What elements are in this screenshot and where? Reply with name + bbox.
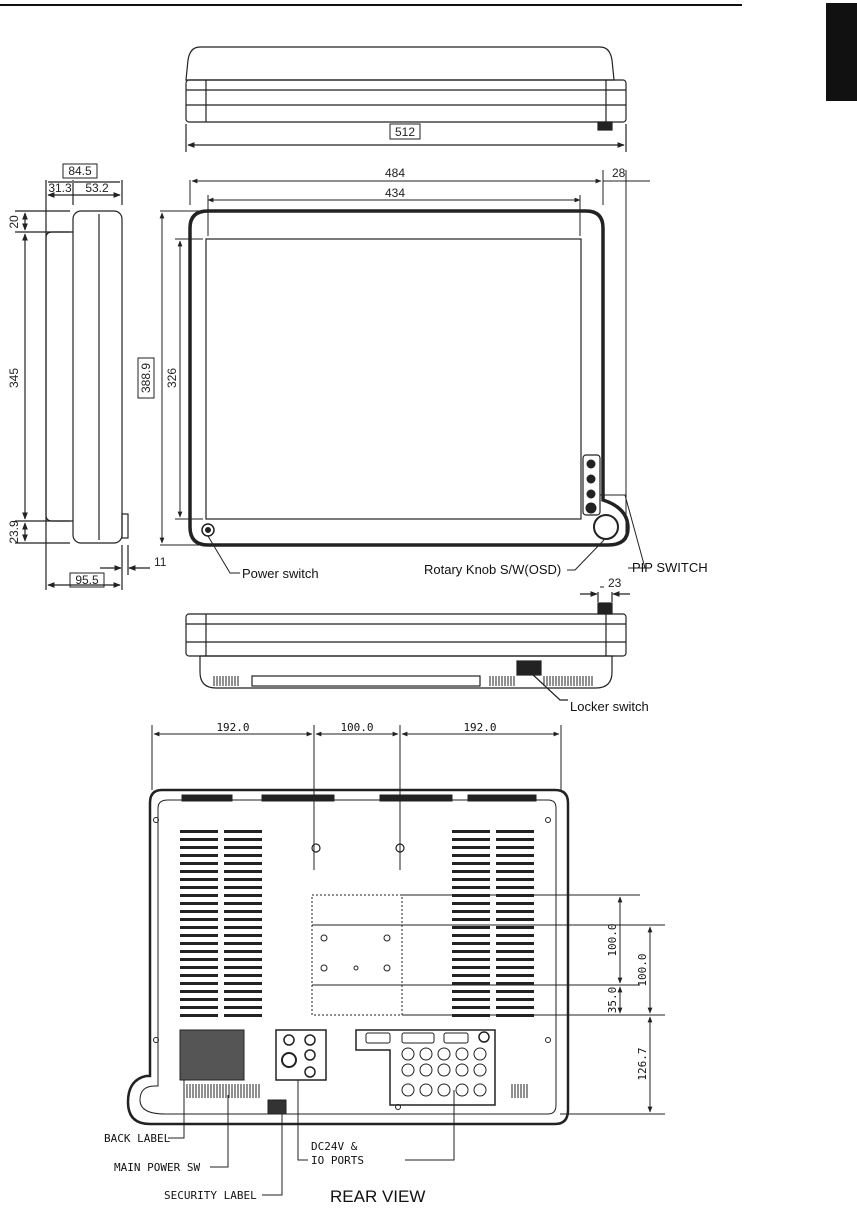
dim-side-bottom: 23.9 (7, 520, 21, 544)
dim-top-width: 512 (394, 125, 416, 139)
dim-front-right: 28 (612, 166, 626, 180)
dim-side-depth-b: 53.2 (85, 181, 109, 195)
dim-front-screen-width: 434 (384, 186, 406, 200)
label-main-power: MAIN POWER SW (114, 1161, 201, 1174)
dim-front-height: 388.9 (139, 362, 153, 394)
label-security: SECURITY LABEL (164, 1189, 257, 1202)
dim-rear-vesa-c: 35.0 (606, 986, 619, 1014)
dim-rear-bottom: 126.7 (636, 1047, 649, 1081)
dim-side-height: 345 (7, 367, 21, 389)
dim-rear-vesa-b: 100.0 (636, 953, 649, 987)
bottom-view (186, 592, 630, 700)
dim-side-base: 95.5 (75, 573, 99, 587)
dim-side-top: 20 (7, 215, 21, 229)
label-dc-ports-1: DC24V & (311, 1140, 358, 1153)
label-power-switch: Power switch (242, 566, 319, 581)
dim-side-offset: 11 (154, 555, 167, 569)
dim-front-width: 484 (384, 166, 406, 180)
label-back-label: BACK LABEL (104, 1132, 171, 1145)
dim-rear-center: 100.0 (340, 721, 374, 734)
side-view (15, 180, 150, 590)
dim-front-screen-height: 326 (165, 367, 179, 389)
dim-side-depth-a: 31.3 (48, 181, 72, 195)
dim-side-depth-total: 84.5 (68, 164, 92, 178)
dim-rear-left: 192.0 (216, 721, 250, 734)
label-dc-ports-2: IO PORTS (311, 1154, 364, 1167)
label-locker-switch: Locker switch (570, 699, 649, 714)
rear-view-title: REAR VIEW (330, 1187, 426, 1206)
label-pip-switch: PIP SWITCH (632, 560, 708, 575)
front-view (160, 170, 650, 587)
rear-vents (180, 830, 534, 1017)
dim-rear-vesa-a: 100.0 (606, 923, 619, 957)
dim-bottom-knob: 23 (608, 576, 622, 590)
dim-rear-right: 192.0 (463, 721, 497, 734)
section-tab (826, 3, 857, 101)
label-rotary-knob: Rotary Knob S/W(OSD) (424, 562, 562, 577)
